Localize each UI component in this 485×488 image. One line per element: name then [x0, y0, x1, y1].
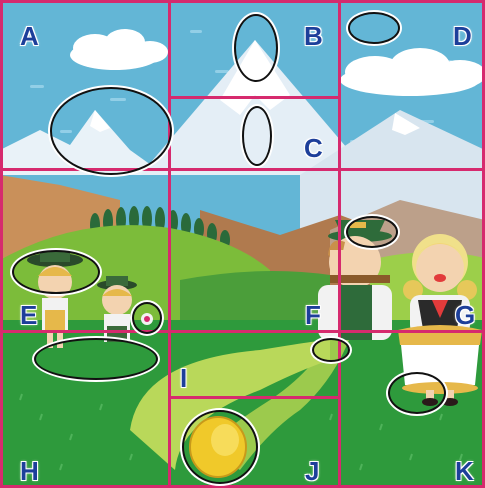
difference-marker-grass-patch-h[interactable]: [32, 336, 160, 382]
difference-marker-left-peak-a[interactable]: [48, 85, 174, 177]
cell-label-b: B: [304, 21, 323, 51]
grid-line-horizontal-1: [0, 168, 485, 171]
cell-label-j: J: [305, 456, 320, 486]
cell-label-d: D: [453, 21, 472, 51]
cell-label-g: G: [455, 300, 476, 330]
cell-label-e: E: [20, 300, 38, 330]
difference-marker-cloud-d[interactable]: [346, 10, 402, 46]
cell-label-a: A: [20, 21, 39, 51]
difference-marker-mountain-peak-b[interactable]: [232, 12, 280, 84]
grid-line-horizontal-2: [0, 330, 485, 333]
difference-marker-girl-shoes-g[interactable]: [386, 370, 448, 416]
cell-label-i: I: [180, 363, 188, 393]
grid-line-vertical-2: [338, 0, 341, 488]
cell-label-c: C: [304, 133, 323, 163]
cell-label-k: K: [455, 456, 474, 486]
difference-marker-man-hat-f[interactable]: [344, 214, 400, 250]
difference-marker-mountain-c[interactable]: [240, 104, 274, 168]
difference-marker-alphorn-mouth-f[interactable]: [310, 336, 352, 364]
cell-label-h: H: [20, 456, 39, 486]
difference-marker-boy-hat-e[interactable]: [10, 248, 102, 296]
grid-line-sub-b-c: [170, 96, 340, 99]
difference-marker-alphorn-bell-j[interactable]: [180, 408, 260, 486]
grid-line-sub-i-j: [170, 396, 340, 399]
difference-marker-flower-e[interactable]: [130, 300, 164, 336]
cell-label-f: F: [305, 300, 321, 330]
grid-line-vertical-1: [168, 0, 171, 488]
